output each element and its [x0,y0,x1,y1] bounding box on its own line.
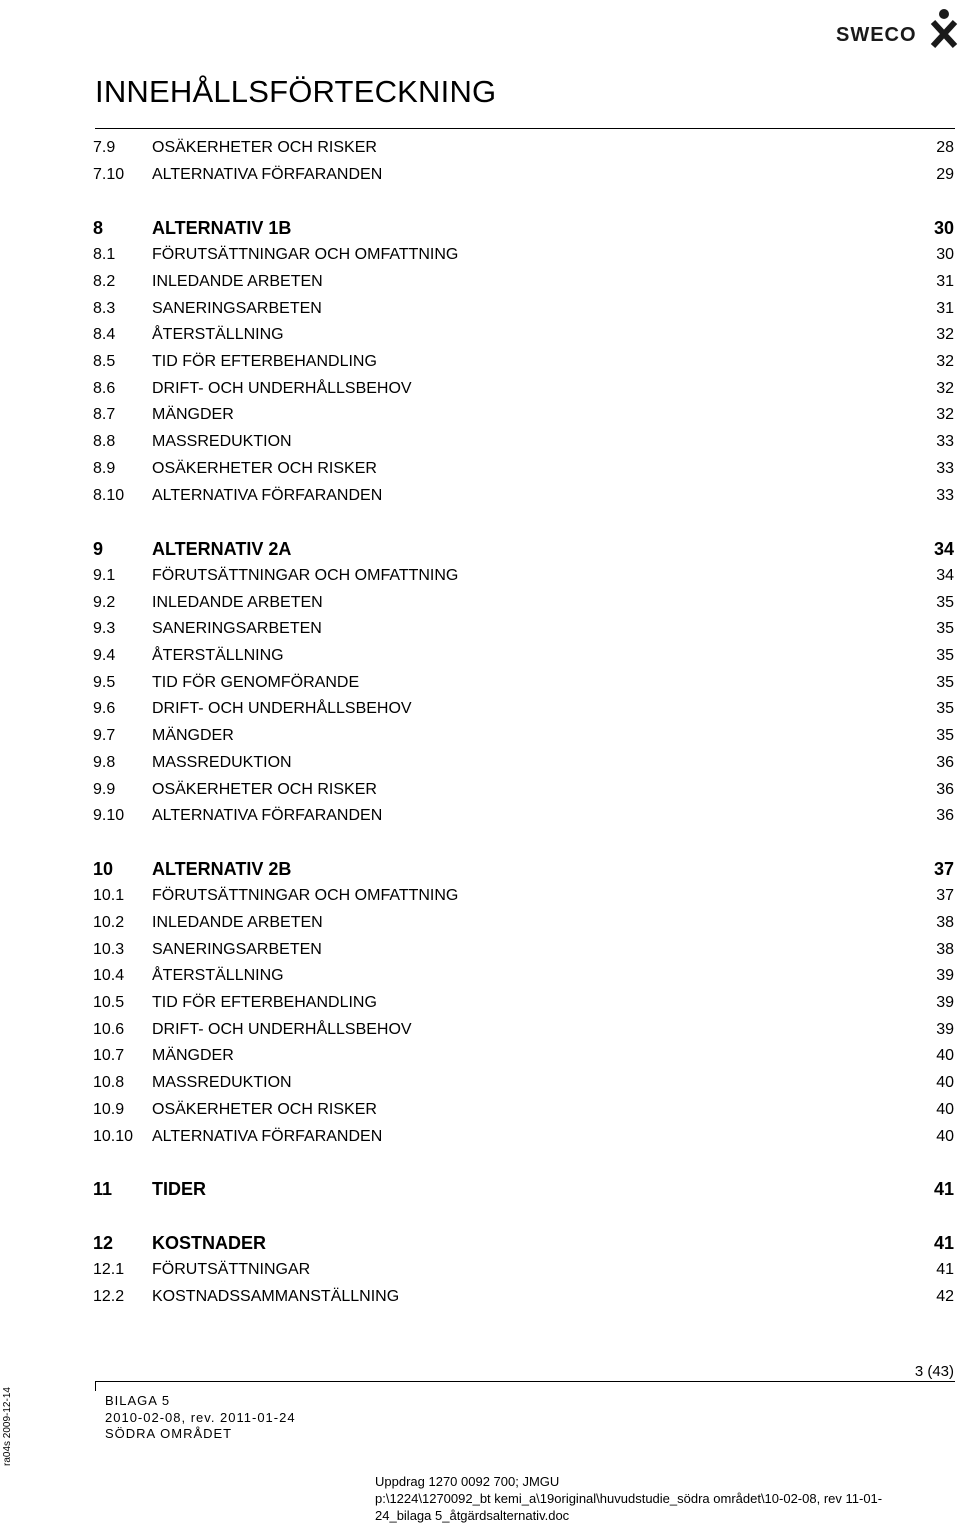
toc-entry[interactable] [93,1044,954,1068]
toc-number: 10.5 [93,994,125,1011]
toc-title: INLEDANDE ARBETEN [152,273,323,290]
toc-title: INLEDANDE ARBETEN [152,594,323,611]
toc-title: KOSTNADER [152,1233,267,1253]
toc-number: 9.2 [93,594,116,611]
toc-number: 8.1 [93,246,116,263]
toc-title: ÅTERSTÄLLNING [152,967,284,984]
toc-page: 39 [936,1021,954,1038]
footer-area: SÖDRA OMRÅDET [105,1426,233,1441]
toc-number: 9.8 [93,754,116,771]
toc-title: DRIFT- OCH UNDERHÅLLSBEHOV [152,700,412,717]
toc-entry[interactable] [93,377,954,401]
footer-attachment: BILAGA 5 [105,1393,171,1408]
toc-entry[interactable] [93,136,954,160]
toc-page: 35 [936,647,954,664]
toc-page: 40 [936,1047,954,1064]
toc-entry[interactable] [93,697,954,721]
toc-title: KOSTNADSSAMMANSTÄLLNING [152,1288,400,1305]
toc-page: 31 [936,273,954,290]
toc-number: 8 [93,218,104,238]
toc-number: 8.7 [93,406,116,423]
toc-page: 35 [936,620,954,637]
toc-number: 8.10 [93,487,125,504]
toc-title: MASSREDUKTION [152,754,292,771]
toc-page: 35 [936,594,954,611]
toc-title: MÄNGDER [152,1047,234,1064]
toc-entry[interactable] [93,964,954,988]
toc-title: TID FÖR EFTERBEHANDLING [152,353,377,370]
toc-entry[interactable] [93,884,954,908]
toc-entry[interactable] [93,1125,954,1149]
toc-number: 8.9 [93,460,116,477]
toc-entry[interactable] [93,991,954,1015]
template-code: ra04s 2009-12-14 [2,1387,13,1466]
toc-number: 9.5 [93,674,116,691]
footer-file-path-2: 24_bilaga 5_åtgärdsalternativ.doc [375,1508,570,1523]
toc-entry[interactable] [93,323,954,347]
toc-page: 39 [936,994,954,1011]
page-title: INNEHÅLLSFÖRTECKNING [95,74,497,109]
toc-number: 9.1 [93,567,116,584]
toc-number: 10 [93,859,114,879]
toc-entry[interactable] [93,671,954,695]
toc-title: ALTERNATIVA FÖRFARANDEN [152,1128,383,1145]
toc-number: 8.3 [93,300,116,317]
toc-number: 9.7 [93,727,116,744]
toc-page: 40 [936,1101,954,1118]
toc-title: FÖRUTSÄTTNINGAR OCH OMFATTNING [152,567,459,584]
toc-entry[interactable] [93,911,954,935]
toc-page: 32 [936,353,954,370]
toc-entry[interactable] [93,163,954,187]
toc-entry[interactable] [93,243,954,267]
toc-page: 40 [936,1074,954,1091]
toc-page: 36 [936,754,954,771]
toc-page: 39 [936,967,954,984]
toc-title: FÖRUTSÄTTNINGAR OCH OMFATTNING [152,887,459,904]
toc-page: 32 [936,326,954,343]
toc-number: 12 [93,1233,114,1253]
toc-entry[interactable] [93,350,954,374]
toc-title: ÅTERSTÄLLNING [152,326,284,343]
toc-page: 32 [936,380,954,397]
toc-title: MÄNGDER [152,406,234,423]
toc-page: 38 [936,941,954,958]
toc-page: 33 [936,433,954,450]
toc-number: 12.2 [93,1288,125,1305]
toc-number: 9.10 [93,807,125,824]
toc-number: 9.4 [93,647,116,664]
sweco-figure-icon [930,8,958,50]
toc-entry[interactable] [93,270,954,294]
toc-title: SANERINGSARBETEN [152,300,322,317]
toc-entry[interactable] [93,457,954,481]
toc-title: OSÄKERHETER OCH RISKER [152,1101,377,1118]
toc-title: TIDER [152,1179,206,1199]
sweco-logo [836,8,960,50]
toc-title: TID FÖR EFTERBEHANDLING [152,994,377,1011]
toc-page: 33 [936,460,954,477]
toc-entry[interactable] [93,1071,954,1095]
toc-title: ALTERNATIV 2B [152,859,292,879]
toc-title: OSÄKERHETER OCH RISKER [152,460,377,477]
toc-number: 12.1 [93,1261,125,1278]
toc-title: ALTERNATIVA FÖRFARANDEN [152,166,383,183]
toc-page: 35 [936,727,954,744]
toc-chapter[interactable] [93,216,954,240]
toc-entry[interactable] [93,1018,954,1042]
toc-chapter[interactable] [93,1231,954,1255]
toc-entry[interactable] [93,1258,954,1282]
toc-number: 8.5 [93,353,116,370]
toc-entry[interactable] [93,778,954,802]
toc-title: INLEDANDE ARBETEN [152,914,323,931]
toc-page: 36 [936,781,954,798]
toc-entry[interactable] [93,403,954,427]
toc-entry[interactable] [93,484,954,508]
toc-number: 10.9 [93,1101,125,1118]
toc-entry[interactable] [93,938,954,962]
toc-number: 10.4 [93,967,125,984]
toc-number: 10.6 [93,1021,125,1038]
toc-number: 8.2 [93,273,116,290]
toc-number: 9.9 [93,781,116,798]
toc-entry[interactable] [93,1285,954,1309]
toc-title: MASSREDUKTION [152,1074,292,1091]
toc-page: 40 [936,1128,954,1145]
toc-entry[interactable] [93,804,954,828]
toc-entry[interactable] [93,430,954,454]
toc-page: 33 [936,487,954,504]
toc-page: 38 [936,914,954,931]
toc-page: 41 [933,1233,954,1253]
toc-number: 8.6 [93,380,116,397]
toc-number: 10.2 [93,914,125,931]
toc-title: ALTERNATIVA FÖRFARANDEN [152,807,383,824]
toc-title: OSÄKERHETER OCH RISKER [152,781,377,798]
toc-title: DRIFT- OCH UNDERHÅLLSBEHOV [152,1021,412,1038]
toc-number: 7.10 [93,166,125,183]
toc-number: 10.8 [93,1074,125,1091]
toc-title: MÄNGDER [152,727,234,744]
footer-file-path-1: p:\1224\1270092_bt kemi_a\19original\huvudstudie_södra området\10-02-08, rev 11-01- [375,1491,883,1506]
footer-divider [95,1381,955,1382]
toc-page: 37 [933,859,954,879]
toc-page: 28 [936,139,954,156]
toc-entry[interactable] [93,1098,954,1122]
toc-title: SANERINGSARBETEN [152,941,322,958]
toc-entry[interactable] [93,297,954,321]
toc-number: 9 [93,539,104,559]
footer-assignment: Uppdrag 1270 0092 700; JMGU [375,1474,560,1489]
title-divider [95,128,955,129]
toc-page: 34 [936,567,954,584]
toc-page: 42 [936,1288,954,1305]
toc-title: DRIFT- OCH UNDERHÅLLSBEHOV [152,380,412,397]
toc-title: ÅTERSTÄLLNING [152,647,284,664]
toc-entry[interactable] [93,751,954,775]
toc-number: 9.3 [93,620,116,637]
toc-title: MASSREDUKTION [152,433,292,450]
toc-number: 7.9 [93,139,116,156]
toc-page: 36 [936,807,954,824]
toc-title: ALTERNATIV 1B [152,218,292,238]
toc-entry[interactable] [93,564,954,588]
page-number: 3 (43) [914,1363,954,1380]
toc-title: OSÄKERHETER OCH RISKER [152,139,377,156]
toc-number: 11 [93,1179,113,1199]
toc-page: 35 [936,674,954,691]
toc-page: 37 [936,887,954,904]
toc-title: SANERINGSARBETEN [152,620,322,637]
toc-title: TID FÖR GENOMFÖRANDE [152,674,360,691]
toc-page: 30 [936,246,954,263]
toc-title: FÖRUTSÄTTNINGAR [152,1261,311,1278]
toc-page: 41 [936,1261,954,1278]
toc-number: 10.10 [93,1128,134,1145]
toc-page: 32 [936,406,954,423]
toc-number: 10.1 [93,887,125,904]
toc-chapter[interactable] [93,537,954,561]
toc-chapter[interactable] [93,1177,954,1201]
toc-number: 10.3 [93,941,125,958]
logo-wordmark: SWECO [836,24,917,46]
toc-page: 30 [933,218,954,238]
footer-divider-tick [95,1381,96,1391]
toc-page: 31 [936,300,954,317]
toc-title: ALTERNATIV 2A [152,539,292,559]
toc-entry[interactable] [93,724,954,748]
toc-page: 41 [933,1179,954,1199]
toc-entry[interactable] [93,591,954,615]
toc-chapter[interactable] [93,857,954,881]
toc-page: 35 [936,700,954,717]
footer-dates: 2010-02-08, rev. 2011-01-24 [105,1410,296,1425]
toc-title: ALTERNATIVA FÖRFARANDEN [152,487,383,504]
toc-entry[interactable] [93,644,954,668]
toc-number: 8.8 [93,433,116,450]
toc-page: 29 [936,166,954,183]
toc-number: 8.4 [93,326,116,343]
toc-number: 10.7 [93,1047,125,1064]
toc-page: 34 [933,539,954,559]
toc-entry[interactable] [93,617,954,641]
toc-number: 9.6 [93,700,116,717]
toc-title: FÖRUTSÄTTNINGAR OCH OMFATTNING [152,246,459,263]
